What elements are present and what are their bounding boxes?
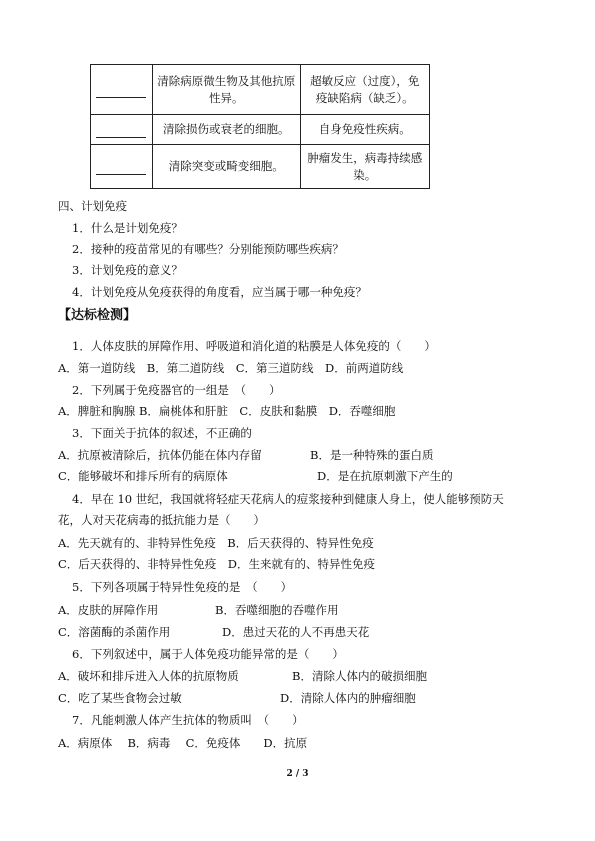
option-c: C．吃了某些食物会过敏	[58, 691, 182, 705]
table-cell: 肿瘤发生，病毒持续感染。	[300, 145, 429, 189]
table-cell: 超敏反应（过度），免疫缺陷病（缺乏）。	[300, 65, 429, 115]
page-number: 2 / 3	[286, 769, 309, 779]
option-c: C．溶菌酶的杀菌作用	[58, 625, 171, 639]
question-stem: 4．早在 10 世纪，我国就将轻症天花病人的痘浆接种到健康人身上，使人能够预防天	[72, 492, 504, 506]
question-stem: 1．人体皮肤的屏障作用、呼吸道和消化道的粘膜是人体免疫的（ ）	[72, 339, 436, 353]
table-row	[91, 115, 430, 145]
option-b: B．是一种特殊的蛋白质	[310, 448, 434, 462]
question-stem-continued: 花，人对天花病毒的抵抗能力是（ ）	[58, 513, 265, 527]
option-a: A．破坏和排斥进入人体的抗原物质	[58, 669, 239, 683]
list-item: 4．计划免疫从免疫获得的角度看，应当属于哪一种免疫？	[72, 285, 367, 299]
list-item: 3．计划免疫的意义？	[72, 263, 183, 277]
question-options: A．病原体 B．病毒 C．免疫体 D．抗原	[58, 736, 308, 750]
question-options: A．先天就有的、非特异性免疫 B．后天获得的、特异性免疫	[58, 536, 374, 550]
question-stem: 3．下面关于抗体的叙述，不正确的	[72, 426, 252, 440]
question-stem: 7．凡能刺激人体产生抗体的物质叫 （ ）	[72, 713, 304, 727]
blank-cell	[91, 145, 153, 189]
option-a: A．抗原被清除后，抗体仍能在体内存留	[58, 448, 262, 462]
option-c: C．能够破坏和排斥所有的病原体	[58, 469, 228, 483]
question-stem: 6．下列叙述中，属于人体免疫功能异常的是（ ）	[72, 647, 344, 661]
blank-cell	[91, 115, 153, 145]
table-cell: 自身免疫性疾病。	[300, 115, 429, 145]
option-d: D．清除人体内的肿瘤细胞	[280, 691, 416, 705]
fill-blank	[96, 83, 146, 98]
question-stem: 2．下列属于免疫器官的一组是 （ ）	[72, 383, 281, 397]
question-stem: 5．下列各项属于特异性免疫的是 （ ）	[72, 580, 293, 594]
fill-blank	[96, 123, 146, 138]
option-a: A．皮肤的屏障作用	[58, 603, 159, 617]
section-title: 四、计划免疫	[58, 199, 127, 213]
table-cell: 清除损伤或衰老的细胞。	[152, 115, 300, 145]
blank-cell	[91, 65, 153, 115]
immune-function-table	[90, 64, 430, 189]
question-options: C．后天获得的、非特异性免疫 D．生来就有的、特异性免疫	[58, 557, 376, 571]
list-item: 1．什么是计划免疫？	[72, 221, 183, 235]
table-cell: 清除病原微生物及其他抗原性异。	[152, 65, 300, 115]
option-d: D．是在抗原刺激下产生的	[317, 469, 453, 483]
table-cell: 清除突变或畸变细胞。	[152, 145, 300, 189]
table-row	[91, 65, 430, 115]
list-item: 2．接种的疫苗常见的有哪些？分别能预防哪些疾病？	[72, 242, 344, 256]
section-heading: 【达标检测】	[58, 308, 137, 323]
option-b: B．清除人体内的破损细胞	[292, 669, 427, 683]
option-b: B．吞噬细胞的吞噬作用	[215, 603, 339, 617]
question-options: A．第一道防线 B．第二道防线 C．第三道防线 D．前两道防线	[58, 361, 404, 375]
question-options: A．脾脏和胸腺 B．扁桃体和肝脏 C．皮肤和黏膜 D．吞噬细胞	[58, 404, 396, 418]
option-d: D．患过天花的人不再患天花	[222, 625, 370, 639]
table-row	[91, 145, 430, 189]
fill-blank	[96, 160, 146, 175]
